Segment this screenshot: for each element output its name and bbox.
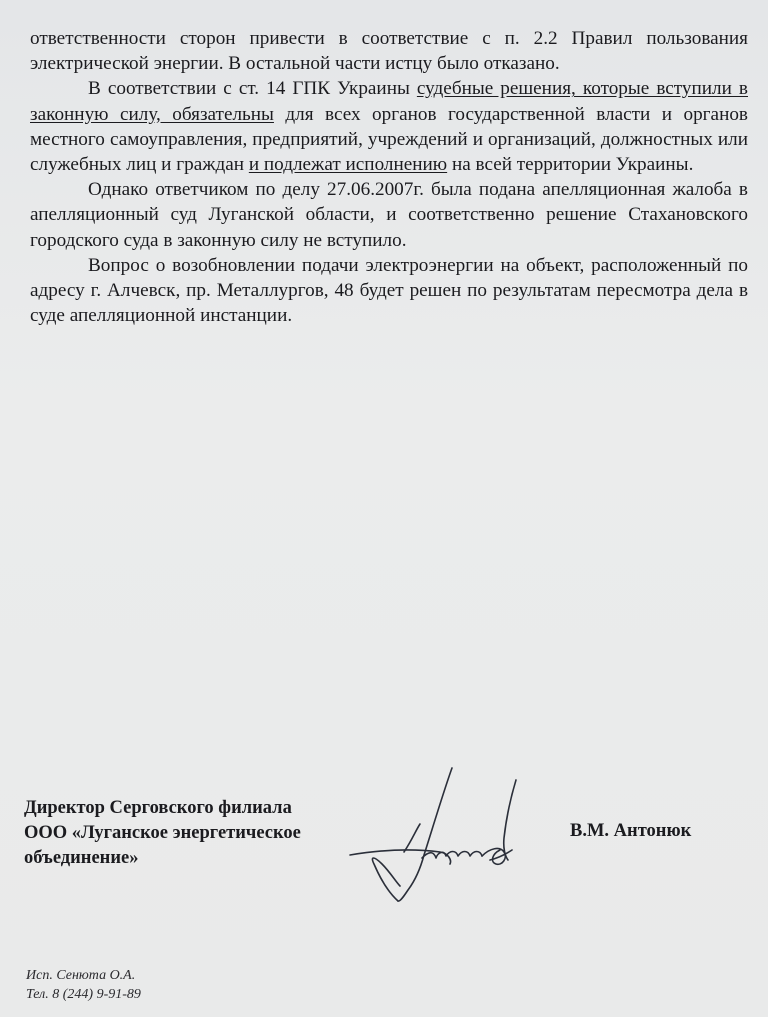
paragraph-4: Вопрос о возобновлении подачи электроэнергии на объект, расположенный по адресу г. Алчевск, пр. Металлургов, 48 будет решен по результатам пересмотра дела в суде апелляционной инстанции.	[30, 254, 748, 327]
paragraph-2	[30, 76, 748, 177]
executor-info	[26, 966, 141, 1004]
paragraph-2-text-b: для всех органов государственной власти и органов местного самоуправления, предприятий, учреждений и организаций, должностных или служебных лиц и граждан	[30, 103, 748, 176]
executor-name: Исп. Сенюта О.А.	[26, 968, 136, 983]
signatory-title	[24, 796, 301, 871]
paragraph-2-underlined-b: и подлежат исполнению	[248, 154, 448, 176]
letter-body	[30, 26, 748, 328]
paragraph-2-underlined-a: судебные решения, которые вступили в законную силу, обязательны	[30, 78, 748, 125]
paragraph-2-text-a: В соответствии с ст. 14 ГПК Украины	[88, 78, 417, 100]
signatory-title-line-1: Директор Серговского филиала	[24, 798, 292, 818]
executor-phone: Тел. 8 (244) 9-91-89	[26, 987, 141, 1002]
handwritten-signature	[340, 760, 540, 910]
signatory-title-line-2: ООО «Луганское энергетическое	[24, 823, 301, 843]
paragraph-1: ответственности сторон привести в соответствие с п. 2.2 Правил пользования электрической энергии. В остальной части истцу было отказано.	[30, 28, 748, 75]
signatory-name: В.М. Антонюк	[570, 821, 692, 841]
paragraph-2-text-c: на всей территории Украины.	[447, 154, 694, 176]
signatory-title-line-3: объединение»	[24, 848, 139, 868]
paragraph-3: Однако ответчиком по делу 27.06.2007г. была подана апелляционная жалоба в апелляционный суд Луганской области, и соответственно решение Стахановского городского суда в законную силу не вступило.	[30, 179, 748, 251]
